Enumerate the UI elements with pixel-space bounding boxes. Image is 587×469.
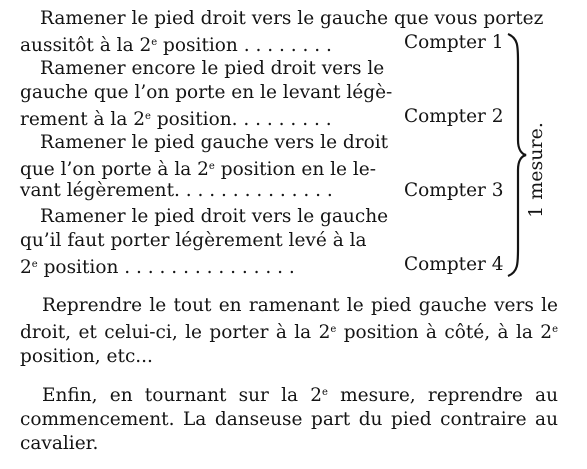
step2-line3: rement à la 2e position. . . . . . . . .: [20, 109, 332, 130]
count-1: Compter 1: [404, 32, 504, 53]
step1-line1: Ramener le pied droit vers le gauche que vous portez: [40, 8, 544, 29]
paragraph-2: Enfin, en tournant sur la 2e mesure, reprendre au commencement. La danseuse part du pied contraire au cavalier.: [20, 385, 558, 454]
step3-line3: vant légèrement. . . . . . . . . . . . . .: [20, 180, 333, 201]
measure-label: 1 mesure.: [525, 122, 547, 218]
step3-line2: que l’on porte à la 2e position en le le-: [20, 159, 377, 180]
step4-line3: 2e position . . . . . . . . . . . . . . .: [20, 257, 295, 278]
step3-line1: Ramener le pied gauche vers le droit: [40, 132, 389, 153]
count-3: Compter 3: [404, 180, 504, 201]
step4-line1: Ramener le pied droit vers le gauche: [40, 206, 389, 227]
step4-line2: qu’il faut porter légèrement levé à la: [20, 230, 367, 251]
paragraph-1: Reprendre le tout en ramenant le pied gauche vers le droit, et celui-ci, le porter à la 2e position à côté, à la 2e position, etc...: [20, 295, 558, 367]
step1-line2: aussitôt à la 2e position . . . . . . . .: [20, 35, 332, 56]
count-4: Compter 4: [404, 254, 504, 275]
step2-line1: Ramener encore le pied droit vers le: [40, 58, 385, 79]
count-2: Compter 2: [404, 106, 504, 127]
step2-line2: gauche que l’on porte en le levant légè-: [20, 82, 393, 103]
